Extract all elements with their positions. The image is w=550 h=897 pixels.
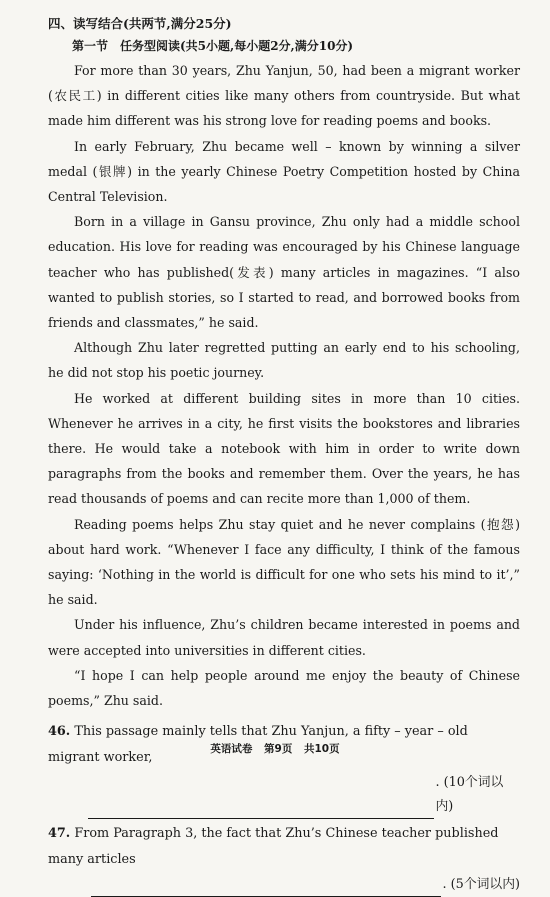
word-limit-hint: . (10个词以内) [435,775,504,815]
word-limit-hint: . (5个词以内) [442,877,520,893]
passage-paragraph: Under his influence, Zhu’s children became interested in poems and were accepted into universities in different cities. [48,617,520,658]
passage-paragraph: For more than 30 years, Zhu Yanjun, 50, had been a migrant worker (农民工) in different cities like many others from countryside. But what made him different was his strong love for reading poems and books. [48,63,520,129]
reading-passage [48,58,520,713]
question-number: 47. [48,826,71,842]
answer-blank[interactable] [91,880,441,897]
passage-paragraph: Reading poems helps Zhu stay quiet and he never complains (抱怨) about hard work. “Whenever I face any difficulty, I think of the famous saying: ‘Nothing in the world is difficult for one who sets his mind to it’,” he said. [48,516,520,608]
passage-paragraph: Although Zhu later regretted putting an early end to his schooling, he did not stop his poetic journey. [48,340,520,381]
question-text: From Paragraph 3, the fact that Zhu’s Chinese teacher published many articles [48,826,499,868]
footer-subject: 英语试卷 [210,743,253,755]
footer-total: 共10页 [304,743,340,755]
answer-blank[interactable] [88,802,434,819]
section-title: 四、读写结合(共两节,满分25分) [48,16,232,31]
passage-paragraph: He worked at different building sites in more than 10 cities. Whenever he arrives in a city, he first visits the bookstores and libraries there. He would take a notebook with him in order to write down paragraphs from the books and remember them. Over the years, he has read thousands of poems and can recite more than 1,000 of them. [48,390,520,507]
question-text: This passage mainly tells that Zhu Yanjun, a fifty – year – old migrant worker, [48,724,468,766]
question-number: 46. [48,724,71,740]
passage-paragraph: “I hope I can help people around me enjoy the beauty of Chinese poems,” Zhu said. [48,667,520,709]
passage-paragraph: Born in a village in Gansu province, Zhu only had a middle school education. His love for reading was encouraged by his Chinese language teacher who has published(发表) many articles in magazines. “I also wanted to publish stories, so I started to read, and borrowed books from friends and classmates,” he said. [48,214,520,331]
question-46 [48,719,520,819]
part-title: 第一节 任务型阅读(共5小题,每小题2分,满分10分) [72,39,354,53]
page-footer [0,741,550,756]
passage-paragraph: In early February, Zhu became well – known by winning a silver medal (银牌) in the yearly Chinese Poetry Competition hosted by China Central Television. [48,138,520,205]
question-47 [48,821,520,897]
footer-page: 第9页 [264,743,293,755]
